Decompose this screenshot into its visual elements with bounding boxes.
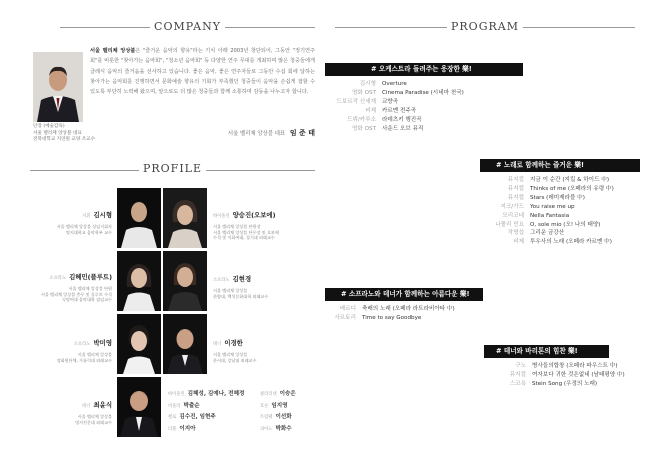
composer-label: 뮤지컬 [507, 185, 524, 192]
program-item [318, 89, 518, 98]
composer-label: 영화 OST [352, 125, 376, 132]
profile-left-4 [30, 392, 112, 425]
piece-title: Nella Fantasia [530, 212, 570, 219]
ensemble-row [260, 401, 320, 413]
program-item [318, 305, 518, 314]
profile-role: 소프라노 [73, 342, 91, 347]
profile-name: 김혜민(플루트) [69, 273, 112, 281]
composer-label: 지크/가드 [500, 203, 524, 210]
composer-label: 사르토리 [334, 314, 356, 321]
piece-title: 그리운 금강산 [530, 230, 565, 237]
profile-name: 양승진(오보에) [232, 211, 276, 219]
piece-title: 라데츠키 행진곡 [382, 116, 422, 123]
profile-name: 박미영 [93, 339, 112, 347]
profile-role: 소프라노 [49, 276, 67, 281]
profile-name: 최윤식 [93, 401, 112, 409]
piece-title: O, sole mio (오! 나의 태양) [530, 221, 601, 228]
piece-title: 투우사의 노래 (오페라 카르멘 中) [530, 239, 612, 246]
composer-label: 작명섭 [507, 230, 524, 237]
profile-photo-4 [163, 251, 207, 311]
profile-role: 테너 [213, 342, 222, 347]
program-item [482, 362, 647, 371]
composer-label: 나폴리 민요 [495, 221, 524, 228]
profile-desc: 한서대, 강남대 외래교수 [213, 357, 257, 363]
profile-left-3 [30, 330, 112, 363]
ensemble-role: 바이올린 [168, 392, 185, 397]
composer-label: 드보르작 신세계 [336, 98, 376, 105]
profile-desc: 서울 벨리체 앙상블 총무 및 플루트 수석 [40, 291, 112, 297]
program-section-2-title: # 노래로 함께하는 즐거운 樂! [480, 159, 640, 172]
program-item [470, 221, 645, 230]
program-section-3-title: # 소프라노와 테너가 함께하는 아름다운 樂! [325, 288, 483, 301]
portrait-icon [163, 251, 207, 311]
intro-body: 은 "즐거운 음악의 향유"라는 기치 아래 2003년 창단되어, 그동안 "정기연주회"를 비롯한 "찾아가는 음악회", "청소년 음악회" 등 다양한 연주 무대를 개최하며 많은 청중들에게 클래식 음악의 즐거움을 선사하고 있습니다. 좋은 음악, 좋은 연주자들로 그동안 수십 회에 달하는 찾아가는 음악회를 진행하면서 문화예술 향유의 기회가 부족했던 청중들이 음악을 손쉽게 접할 수 있도록 부단히 노력해 왔으며, 앞으로도 더 많은 청중들과 함께 소통하며 감동을 나누고자 합니다. [90, 48, 316, 96]
caption-line3: 전북대학교 지연원 교양 조교수 [33, 137, 96, 143]
portrait-icon [163, 314, 207, 374]
ensemble-role: 트럼펫 [260, 415, 273, 420]
company-intro [90, 46, 315, 97]
profile-role: 바이올린 [213, 214, 230, 219]
composer-label: 비제 [365, 107, 376, 114]
program-section-4-list [482, 362, 647, 389]
ensemble-row [168, 389, 258, 401]
profile-right-2 [213, 266, 318, 299]
profile-name: 김시형 [93, 211, 112, 219]
ensemble-row [168, 424, 258, 436]
ensemble-names: 임지영 [271, 402, 288, 409]
program-section-1-list [318, 80, 518, 133]
profile-right-3 [213, 330, 318, 363]
ensemble-col-2 [260, 389, 320, 435]
profile-heading-text: PROFILE [139, 162, 206, 175]
piece-title: 여자보다 귀한 것은없네 (남태평양 中) [532, 371, 625, 378]
program-item [482, 371, 647, 380]
ensemble-names: 박출순 [183, 402, 200, 409]
piece-title: You raise me up [530, 203, 575, 210]
profile-desc: 한양대, 백석문화대학 외래교수 [213, 293, 269, 299]
profile-photo-6 [163, 314, 207, 374]
ensemble-role: 호른 [260, 403, 269, 409]
profile-desc: 정회원단체, 가톨릭대 외래교수 [56, 357, 112, 363]
program-item [318, 125, 518, 134]
composer-label: 뮤지컬 [507, 194, 524, 201]
ensemble-names: 김혜성, 김예나, 전혜정 [187, 391, 245, 397]
ensemble-names: 이지아 [179, 425, 196, 432]
program-item [470, 212, 645, 221]
piece-title: Stein Song (우정의 노래) [532, 380, 598, 387]
composer-label: 비제 [513, 239, 524, 246]
composer-label: 영화 OST [352, 89, 376, 96]
profile-desc: 서울 벨리체 앙상블 [213, 288, 248, 293]
profile-photo-3 [117, 251, 161, 311]
profile-desc: 명지전문대 외래교수 [75, 419, 112, 425]
composer-label: 구노 [515, 363, 526, 369]
profile-heading [30, 162, 315, 175]
ensemble-col-1 [168, 389, 258, 435]
signature-name: 임 준 태 [289, 129, 315, 137]
ensemble-role: 피아노 [260, 426, 273, 432]
program-item [318, 107, 518, 116]
signature-prefix: 서울 벨리체 앙상블 대표 [227, 131, 286, 137]
program-item [470, 229, 645, 238]
piece-title: Stars (레미제라블 中) [530, 194, 585, 201]
director-caption [33, 124, 113, 144]
piece-title: Thinks of me (오페라의 유령 中) [530, 185, 614, 192]
profile-name: 김현경 [232, 275, 252, 283]
director-portrait-icon [33, 52, 83, 122]
program-item [318, 98, 518, 107]
composer-label: 드뷔/카루소 [347, 116, 376, 123]
profile-desc: 서울 벨리체 앙상블 상임지휘자 [56, 224, 112, 229]
program-section-3-list [318, 305, 518, 323]
program-item [470, 176, 645, 185]
ensemble-names: 김수진, 임현주 [179, 414, 216, 420]
ensemble-row [260, 412, 320, 424]
program-item [318, 314, 518, 323]
ensemble-row [260, 424, 320, 436]
ensemble-row [168, 401, 258, 413]
ensemble-row [168, 412, 258, 424]
program-item [470, 238, 645, 247]
ensemble-names: 박화수 [275, 425, 292, 432]
profile-desc: 서울 벨리체 앙상블 단원장 [213, 224, 261, 229]
piece-title: 교향곡 [382, 98, 399, 105]
profile-photo-2 [163, 188, 207, 248]
program-item [470, 194, 645, 203]
company-heading-text: COMPANY [150, 20, 225, 33]
portrait-icon [163, 188, 207, 248]
profile-photo-5 [117, 314, 161, 374]
program-heading [335, 20, 635, 33]
ensemble-names: 이선화 [275, 414, 292, 420]
profile-desc: 서울 벨리체 앙상블 [77, 414, 112, 419]
piece-title: 사운드 오브 뮤직 [382, 125, 424, 132]
profile-right-1 [213, 202, 318, 241]
profile-desc: 서울 벨리체 앙상블 [77, 352, 112, 357]
profile-desc: 서울 벨리체 앙상블 단원 [68, 286, 112, 291]
profile-name: 이경한 [224, 339, 243, 347]
piece-title: 지금 이 순간 (지킬 & 하이드 中) [530, 177, 610, 183]
profile-desc: 서울 벨리체 앙상블 [213, 352, 248, 357]
profile-desc: 서울 벨리체 앙상블 단무장 및 오보에 [213, 229, 279, 235]
profile-desc: 명지대학교 음악학부 교수 [65, 229, 112, 235]
ensemble-role: 첼로 [168, 415, 177, 420]
composer-label: 뮤지컬 [509, 371, 526, 378]
profile-photo-7 [117, 377, 161, 437]
ensemble-role: 더블 [168, 426, 177, 432]
composer-label: 베르디 [339, 306, 356, 312]
profile-desc: 수석 및 이화여대, 경기대 외래교수 [213, 235, 275, 241]
ensemble-row [260, 389, 320, 401]
program-item [318, 80, 518, 89]
caption-line2: 서울 벨리체 앙상블 대표 [33, 130, 82, 136]
portrait-icon [117, 314, 161, 374]
ensemble-role: 클라리넷 [260, 392, 277, 397]
profile-role: 테너 [82, 404, 91, 409]
profile-left-1 [30, 202, 112, 235]
ensemble-names: 이승은 [279, 391, 296, 397]
portrait-icon [117, 188, 161, 248]
composer-label: 스코욕 [509, 380, 526, 387]
intro-lead: 서울 벨리체 앙상블 [90, 48, 136, 54]
piece-title: 카르멘 전주곡 [382, 107, 417, 114]
program-heading-text: PROGRAM [447, 20, 523, 33]
profile-left-2 [22, 264, 112, 303]
composer-label: 김시형 [359, 81, 376, 87]
piece-title: Time to say Goodbye [362, 314, 422, 321]
composer-label: 모리코네 [502, 212, 524, 219]
composer-label: 뮤지컬 [507, 177, 524, 183]
program-section-1-title: # 오케스트라 들려주는 웅장한 樂! [325, 63, 523, 76]
program-section-4-title: # 테너와 바리톤의 힘찬 樂! [484, 345, 609, 358]
caption-role: 단장 (예술감독) [33, 124, 65, 129]
program-item [470, 185, 645, 194]
director-photo [33, 52, 83, 122]
profile-desc: 숙명여대 음악대학 겸임교수 [61, 297, 112, 303]
piece-title: Cinema Paradise (시네마 천국) [382, 89, 464, 96]
portrait-icon [117, 377, 161, 437]
company-signature [185, 128, 315, 138]
program-item [318, 116, 518, 125]
piece-title: 병사들의합창 (오페라 파우스트 中) [532, 363, 618, 369]
ensemble-role: 비올라 [168, 403, 181, 409]
portrait-icon [117, 251, 161, 311]
program-section-2-list [470, 176, 645, 247]
piece-title: 축배의 노래 (오페라 라트라비아타 中) [362, 306, 455, 312]
program-item [482, 380, 647, 389]
profile-photo-1 [117, 188, 161, 248]
piece-title: Overture [382, 81, 407, 87]
profile-role: 소프라노 [213, 278, 230, 283]
profile-role: 지휘 [82, 214, 91, 219]
company-heading [60, 20, 315, 33]
program-item [470, 203, 645, 212]
